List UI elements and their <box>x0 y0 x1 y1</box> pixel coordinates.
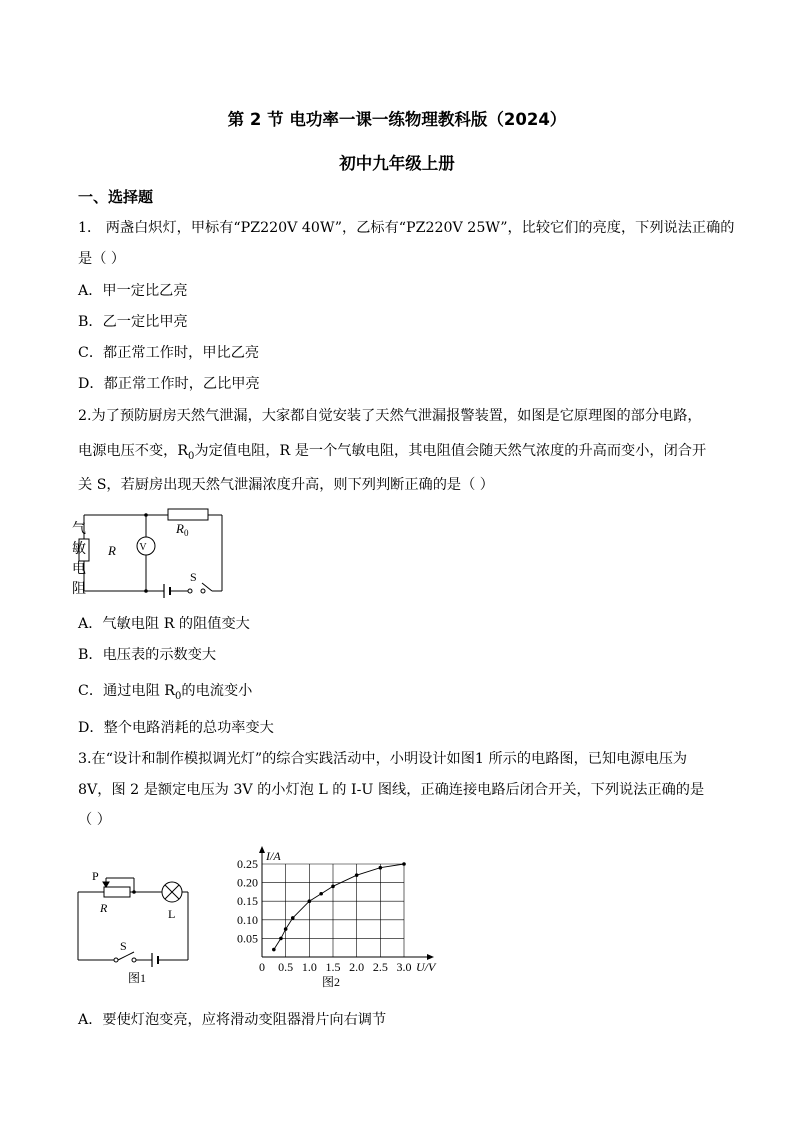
svg-text:电: 电 <box>72 562 86 577</box>
q2-option-d: D．整个电路消耗的总功率变大 <box>78 720 274 736</box>
q2-stem-line1: 2.为了预防厨房天然气泄漏，大家都自觉安装了天然气泄漏报警装置，如图是它原理图的部分电路， <box>78 408 702 424</box>
q3-stem-line2: 8V，图 2 是额定电压为 3V 的小灯泡 L 的 I-U 图线，正确连接电路后闭合开关，下列说法正确的是 <box>78 782 705 798</box>
x-tick-label: 2.5 <box>372 960 388 974</box>
data-point <box>402 862 406 866</box>
y-tick-label: 0.20 <box>237 875 258 890</box>
data-point <box>272 948 276 952</box>
q1-option-b: B．乙一定比甲亮 <box>78 314 188 330</box>
svg-text:V: V <box>139 542 147 553</box>
q1-stem-line2: 是（ ） <box>78 251 126 267</box>
y-tick-label: 0.05 <box>237 931 258 946</box>
y-tick-label: 0.10 <box>237 912 258 927</box>
svg-text:R: R <box>108 543 116 558</box>
svg-text:L: L <box>168 907 176 921</box>
q3-stem-line3: （ ） <box>78 812 111 828</box>
y-axis-arrow <box>259 846 265 853</box>
data-point <box>379 866 383 870</box>
x-tick-label: 0.5 <box>278 960 294 974</box>
r0-resistor <box>168 509 208 520</box>
data-point <box>355 873 359 877</box>
x-tick-label: 1.5 <box>325 960 341 974</box>
q2-option-a: A．气敏电阻 R 的阻值变大 <box>78 616 250 632</box>
q3-fig1-circuit <box>72 868 202 988</box>
svg-text:S: S <box>120 939 127 953</box>
svg-text:阻: 阻 <box>72 582 86 597</box>
chart-grid <box>262 864 404 957</box>
doc-title: 第 2 节 电功率一课一练物理教科版（2024） <box>227 110 567 129</box>
fig2-caption: 图2 <box>322 975 341 989</box>
q3-stem-line1: 3.在“设计和制作模拟调光灯”的综合实践活动中，小明设计如图1 所示的电路图，已知电源电压为 <box>78 751 688 767</box>
iu-curve <box>274 864 404 950</box>
data-point <box>331 885 335 889</box>
q2-stem-line3: 关 S，若厨房出现天然气泄漏浓度升高，则下列判断正确的是（ ） <box>78 477 494 493</box>
doc-subtitle: 初中九年级上册 <box>339 154 455 173</box>
q1-option-d: D．都正常工作时，乙比甲亮 <box>78 376 260 392</box>
y-tick-label: 0.15 <box>237 894 258 909</box>
y-axis-label: I/A <box>266 849 281 863</box>
svg-text:R0: $R_0$ <box>176 521 189 538</box>
svg-text:敏: 敏 <box>72 542 86 557</box>
svg-text:气: 气 <box>72 522 86 537</box>
data-point <box>319 892 323 896</box>
data-point <box>291 916 295 920</box>
q3-option-a: A．要使灯泡变亮，应将滑动变阻器滑片向右调节 <box>78 1012 387 1028</box>
chart-series <box>272 862 406 951</box>
chart-ticks <box>237 857 412 974</box>
q1-option-a: A．甲一定比乙亮 <box>78 283 188 299</box>
svg-text:R: R <box>100 901 108 915</box>
q2-stem-line2: 电源电压不变，$R_0$为定值电阻，R 是一个气敏电阻，其电阻值会随天然气浓度的升高而变小，闭合开 <box>78 443 707 462</box>
data-point <box>308 899 312 903</box>
q2-option-b: B．电压表的示数变大 <box>78 647 217 663</box>
q3-fig2-iu-chart <box>222 838 452 990</box>
x-tick-label: 3.0 <box>396 960 412 974</box>
q2-circuit-diagram <box>72 505 232 601</box>
y-tick-label: 0.25 <box>237 857 258 871</box>
svg-text:图1: 图1 <box>128 971 147 985</box>
data-point <box>279 937 283 941</box>
data-point <box>284 927 288 931</box>
section-heading: 一、选择题 <box>78 188 154 206</box>
svg-text:P: P <box>92 869 99 883</box>
x-axis-label: U/V <box>416 960 436 974</box>
rheostat <box>104 887 130 897</box>
q2-option-c: C．通过电阻 $R_0$的电流变小 <box>78 683 253 702</box>
svg-text:S: S <box>190 570 197 584</box>
x-tick-label: 1.0 <box>301 960 317 974</box>
x-tick-label: 2.0 <box>349 960 365 974</box>
q1-option-c: C．都正常工作时，甲比乙亮 <box>78 345 260 361</box>
q1-stem-line1: 1． 两盏白炽灯，甲标有“PZ220V 40W”，乙标有“PZ220V 25W”，比较它们的亮度，下列说法正确的 <box>78 220 735 236</box>
x-tick-label: 0 <box>259 960 265 974</box>
